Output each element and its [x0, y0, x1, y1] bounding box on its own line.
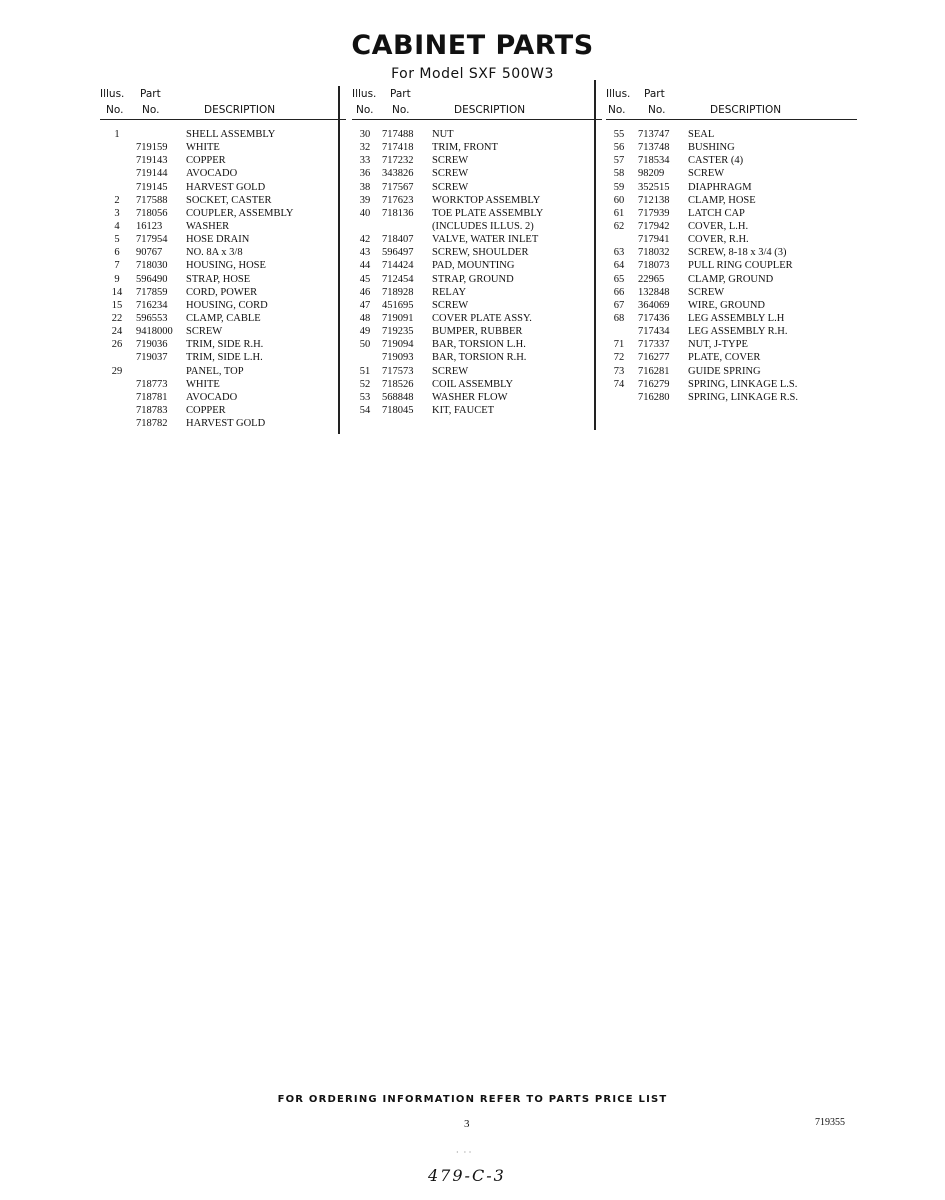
illus-number: 9 — [114, 273, 120, 285]
part-description: AVOCADO — [186, 168, 238, 180]
part-row — [100, 233, 340, 246]
part-row — [606, 128, 851, 141]
part-description: SEAL — [688, 129, 715, 140]
part-description: SCREW — [688, 286, 725, 298]
part-number: 718534 — [638, 155, 670, 167]
part-description: WASHER FLOW — [432, 391, 508, 403]
column-header — [352, 84, 596, 120]
part-number: 716279 — [638, 378, 670, 390]
part-number: 713748 — [638, 142, 670, 154]
part-number: 717939 — [638, 207, 670, 219]
part-number: 717954 — [136, 234, 168, 246]
part-row — [606, 338, 851, 351]
illus-number: 59 — [613, 181, 625, 193]
part-number: 716280 — [638, 391, 670, 403]
part-number: 718136 — [382, 207, 414, 219]
illus-number: 26 — [111, 339, 123, 351]
illus-number: 60 — [613, 194, 625, 206]
part-description: CLAMP, CABLE — [186, 312, 261, 324]
part-number: 98209 — [638, 168, 665, 180]
part-description: COIL ASSEMBLY — [432, 378, 514, 390]
part-row — [100, 351, 340, 364]
part-number: 717337 — [638, 339, 670, 351]
part-row — [100, 246, 340, 259]
part-number: 719036 — [136, 339, 168, 351]
part-number: 717232 — [382, 155, 414, 167]
part-description: SCREW — [688, 168, 725, 180]
part-row — [606, 365, 851, 378]
illus-no-header: No. — [608, 104, 626, 116]
part-description: HOUSING, HOSE — [186, 260, 266, 272]
illus-number: 3 — [114, 207, 120, 219]
illus-number: 24 — [111, 326, 123, 338]
part-description: SCREW, SHOULDER — [432, 247, 529, 259]
illus-number: 58 — [613, 168, 625, 180]
part-description: PLATE, COVER — [688, 352, 761, 364]
part-row — [352, 378, 596, 391]
parts-column-2 — [352, 84, 596, 417]
illus-number: 6 — [114, 247, 120, 259]
part-description: NUT, J-TYPE — [688, 339, 748, 351]
part-number: 714424 — [382, 260, 414, 272]
part-description: COUPLER, ASSEMBLY — [186, 207, 294, 219]
part-row — [606, 220, 851, 233]
part-row — [606, 181, 851, 194]
part-description: VALVE, WATER INLET — [432, 234, 539, 246]
illus-number: 74 — [613, 378, 625, 390]
part-number: 718407 — [382, 234, 414, 246]
description-header: DESCRIPTION — [204, 104, 276, 116]
part-no-header: No. — [648, 104, 666, 116]
part-row — [100, 259, 340, 272]
part-row — [606, 233, 851, 246]
part-number: 352515 — [638, 181, 670, 193]
part-description: AVOCADO — [186, 391, 238, 403]
description-header: DESCRIPTION — [710, 104, 782, 116]
column-header — [100, 84, 340, 120]
part-row — [100, 181, 340, 194]
part-number: 718783 — [136, 404, 168, 416]
part-description: CLAMP, HOSE — [688, 194, 756, 206]
part-row — [100, 128, 340, 141]
part-number: 132848 — [638, 286, 670, 298]
part-description: CLAMP, GROUND — [688, 273, 774, 285]
part-description: WORKTOP ASSEMBLY — [432, 194, 541, 206]
illus-number: 45 — [359, 273, 371, 285]
illus-number: 48 — [359, 312, 371, 324]
part-description: SCREW — [186, 326, 223, 338]
part-description: COPPER — [186, 404, 226, 416]
illus-number: 67 — [613, 299, 625, 311]
part-number: 717436 — [638, 312, 670, 324]
part-description: NUT — [432, 129, 454, 140]
part-description: (INCLUDES ILLUS. 2) — [432, 220, 534, 232]
illus-number: 38 — [359, 181, 371, 193]
illus-number: 68 — [613, 312, 625, 324]
part-row — [352, 128, 596, 141]
part-row — [606, 141, 851, 154]
illus-number: 47 — [359, 299, 371, 311]
part-row — [100, 273, 340, 286]
illus-number: 66 — [613, 286, 625, 298]
part-number: 717488 — [382, 129, 414, 140]
illus-number: 40 — [359, 207, 371, 219]
part-description: BUMPER, RUBBER — [432, 326, 523, 338]
part-description: STRAP, HOSE — [186, 273, 251, 285]
part-description: WASHER — [186, 220, 230, 232]
part-description: TRIM, FRONT — [432, 142, 498, 154]
part-number: 718526 — [382, 378, 414, 390]
part-header: Part — [140, 88, 161, 100]
part-row — [606, 325, 851, 338]
illus-number: 62 — [613, 220, 625, 232]
part-row — [606, 351, 851, 364]
part-description: SCREW — [432, 299, 469, 311]
part-number: 719143 — [136, 155, 168, 167]
part-description: RELAY — [432, 286, 467, 298]
part-row — [352, 404, 596, 417]
part-row — [352, 338, 596, 351]
illus-number: 15 — [111, 299, 123, 311]
illus-number: 73 — [613, 365, 625, 377]
part-description: HOSE DRAIN — [186, 234, 250, 246]
part-description: SPRING, LINKAGE R.S. — [688, 391, 798, 403]
part-description: LEG ASSEMBLY R.H. — [688, 326, 788, 338]
part-description: NO. 8A x 3/8 — [186, 247, 243, 259]
part-description: TRIM, SIDE L.H. — [186, 352, 263, 364]
part-description: WHITE — [186, 142, 220, 154]
part-row — [352, 312, 596, 325]
illus-no-header: No. — [356, 104, 374, 116]
part-description: PAD, MOUNTING — [432, 260, 515, 272]
part-number: 719145 — [136, 181, 168, 193]
part-description: CORD, POWER — [186, 286, 258, 298]
part-row — [100, 286, 340, 299]
part-row — [100, 404, 340, 417]
description-header: DESCRIPTION — [454, 104, 526, 116]
part-number: 719235 — [382, 326, 414, 338]
parts-list — [352, 128, 596, 417]
part-description: PULL RING COUPLER — [688, 260, 793, 272]
part-row — [352, 365, 596, 378]
part-row — [352, 154, 596, 167]
part-description: HARVEST GOLD — [186, 418, 266, 430]
part-row — [606, 154, 851, 167]
part-number: 719159 — [136, 142, 168, 154]
illus-number: 1 — [114, 129, 120, 140]
part-description: SCREW — [432, 365, 469, 377]
part-description: TOE PLATE ASSEMBLY — [432, 207, 544, 219]
part-description: TRIM, SIDE R.H. — [186, 339, 264, 351]
part-row — [606, 259, 851, 272]
part-number: 718782 — [136, 418, 168, 430]
part-number: 713747 — [638, 129, 670, 140]
part-number: 718032 — [638, 247, 670, 259]
illus-number: 7 — [114, 260, 120, 272]
part-description: SOCKET, CASTER — [186, 194, 272, 206]
illus-number: 52 — [359, 378, 371, 390]
part-row — [606, 273, 851, 286]
illus-number: 51 — [359, 365, 371, 377]
part-description: WHITE — [186, 378, 220, 390]
illus-number: 29 — [111, 365, 123, 377]
part-description: CASTER (4) — [688, 155, 744, 167]
page-number: 3 — [464, 1118, 470, 1130]
part-row — [352, 207, 596, 220]
part-row — [606, 391, 851, 404]
part-number: 596490 — [136, 273, 168, 285]
part-number: 717567 — [382, 181, 414, 193]
illus-number: 54 — [359, 404, 371, 416]
parts-column-1 — [100, 84, 340, 430]
illus-number: 71 — [613, 339, 625, 351]
illus-number: 39 — [359, 194, 371, 206]
part-row — [352, 220, 596, 233]
illus-number: 49 — [359, 326, 371, 338]
part-row — [100, 378, 340, 391]
handwritten-note: 479-C-3 — [428, 1166, 506, 1185]
part-row — [100, 299, 340, 312]
part-number: 718773 — [136, 378, 168, 390]
part-row — [100, 194, 340, 207]
header-rule — [606, 119, 857, 120]
part-number: 716281 — [638, 365, 670, 377]
part-number: 90767 — [136, 247, 163, 259]
illus-number: 30 — [359, 129, 371, 140]
header-rule — [352, 119, 602, 120]
page-title: CABINET PARTS — [351, 30, 594, 61]
header-rule — [100, 119, 346, 120]
illus-no-header: No. — [106, 104, 124, 116]
part-row — [352, 181, 596, 194]
document-number: 719355 — [815, 1117, 845, 1128]
part-row — [606, 194, 851, 207]
part-description: KIT, FAUCET — [432, 404, 495, 416]
illus-number: 53 — [359, 391, 371, 403]
illus-number: 5 — [114, 234, 120, 246]
part-number: 717588 — [136, 194, 168, 206]
part-row — [352, 246, 596, 259]
illus-number: 61 — [613, 207, 625, 219]
part-description: COVER, R.H. — [688, 234, 749, 246]
illus-number: 72 — [613, 352, 625, 364]
part-description: BAR, TORSION R.H. — [432, 352, 527, 364]
part-row — [606, 207, 851, 220]
part-row — [100, 365, 340, 378]
part-row — [606, 299, 851, 312]
column-header — [606, 84, 851, 120]
part-row — [352, 194, 596, 207]
part-row — [606, 378, 851, 391]
part-number: 568848 — [382, 391, 414, 403]
ordering-info-footer: FOR ORDERING INFORMATION REFER TO PARTS PRICE LIST — [277, 1094, 668, 1105]
part-description: LATCH CAP — [688, 207, 745, 219]
illus-number: 56 — [613, 142, 625, 154]
part-number: 716277 — [638, 352, 670, 364]
part-number: 718928 — [382, 286, 414, 298]
illus-number: 36 — [359, 168, 371, 180]
part-number: 717941 — [638, 234, 670, 246]
part-row — [352, 351, 596, 364]
part-description: HOUSING, CORD — [186, 299, 268, 311]
part-number: 716234 — [136, 299, 168, 311]
part-number: 364069 — [638, 299, 670, 311]
scan-specks: · · · — [456, 1148, 472, 1157]
illus-header: Illus. — [606, 88, 631, 100]
part-row — [606, 246, 851, 259]
illus-number: 46 — [359, 286, 371, 298]
part-number: 718030 — [136, 260, 168, 272]
part-description: COPPER — [186, 155, 226, 167]
parts-column-3 — [606, 84, 851, 404]
part-number: 719144 — [136, 168, 168, 180]
part-row — [100, 338, 340, 351]
part-number: 717623 — [382, 194, 414, 206]
part-row — [100, 141, 340, 154]
parts-list — [606, 128, 851, 404]
part-description: SCREW — [432, 168, 469, 180]
part-no-header: No. — [392, 104, 410, 116]
part-description: SCREW — [432, 181, 469, 193]
illus-number: 14 — [111, 286, 123, 298]
part-row — [352, 167, 596, 180]
part-number: 22965 — [638, 273, 665, 285]
part-number: 717573 — [382, 365, 414, 377]
part-description: BAR, TORSION L.H. — [432, 339, 526, 351]
part-row — [352, 325, 596, 338]
part-row — [352, 273, 596, 286]
part-number: 596497 — [382, 247, 414, 259]
part-number: 718781 — [136, 391, 168, 403]
part-number: 717434 — [638, 326, 670, 338]
part-description: PANEL, TOP — [186, 365, 244, 377]
part-row — [100, 391, 340, 404]
part-description: COVER, L.H. — [688, 220, 749, 232]
part-header: Part — [644, 88, 665, 100]
part-description: COVER PLATE ASSY. — [432, 312, 532, 324]
part-description: SPRING, LINKAGE L.S. — [688, 378, 798, 390]
part-description: HARVEST GOLD — [186, 181, 266, 193]
part-number: 718073 — [638, 260, 670, 272]
part-row — [100, 167, 340, 180]
illus-number: 57 — [613, 155, 625, 167]
part-row — [100, 312, 340, 325]
part-row — [352, 259, 596, 272]
part-number: 712138 — [638, 194, 670, 206]
part-no-header: No. — [142, 104, 160, 116]
part-row — [606, 286, 851, 299]
illus-number: 43 — [359, 247, 371, 259]
part-description: SCREW, 8-18 x 3/4 (3) — [688, 247, 787, 259]
model-subtitle: For Model SXF 500W3 — [391, 66, 554, 82]
part-number: 718056 — [136, 207, 168, 219]
part-number: 719091 — [382, 312, 414, 324]
part-number: 596553 — [136, 312, 168, 324]
part-row — [352, 141, 596, 154]
illus-number: 44 — [359, 260, 371, 272]
part-row — [352, 391, 596, 404]
part-number: 719094 — [382, 339, 414, 351]
part-number: 717859 — [136, 286, 168, 298]
illus-number: 32 — [359, 142, 371, 154]
part-description: STRAP, GROUND — [432, 273, 514, 285]
part-number: 719093 — [382, 352, 414, 364]
part-row — [606, 312, 851, 325]
part-row — [352, 299, 596, 312]
part-header: Part — [390, 88, 411, 100]
part-description: GUIDE SPRING — [688, 365, 761, 377]
illus-number: 33 — [359, 155, 371, 167]
part-number: 712454 — [382, 273, 414, 285]
illus-number: 22 — [111, 312, 123, 324]
part-number: 719037 — [136, 352, 168, 364]
part-row — [100, 220, 340, 233]
part-number: 451695 — [382, 299, 414, 311]
part-description: LEG ASSEMBLY L.H — [688, 312, 785, 324]
part-number: 717418 — [382, 142, 414, 154]
part-row — [352, 286, 596, 299]
part-number: 718045 — [382, 404, 414, 416]
illus-header: Illus. — [352, 88, 377, 100]
illus-header: Illus. — [100, 88, 125, 100]
part-row — [352, 233, 596, 246]
part-number: 717942 — [638, 220, 670, 232]
parts-list — [100, 128, 340, 430]
part-description: DIAPHRAGM — [688, 181, 752, 193]
part-number: 343826 — [382, 168, 414, 180]
illus-number: 2 — [114, 194, 120, 206]
part-description: WIRE, GROUND — [688, 299, 765, 311]
part-description: SHELL ASSEMBLY — [186, 129, 276, 140]
illus-number: 55 — [613, 129, 625, 140]
part-row — [100, 154, 340, 167]
part-number: 16123 — [136, 220, 163, 232]
part-row — [100, 207, 340, 220]
part-row — [606, 167, 851, 180]
illus-number: 42 — [359, 234, 371, 246]
part-number: 9418000 — [136, 326, 173, 338]
part-row — [100, 325, 340, 338]
illus-number: 4 — [114, 220, 120, 232]
illus-number: 50 — [359, 339, 371, 351]
illus-number: 64 — [613, 260, 625, 272]
illus-number: 63 — [613, 247, 625, 259]
part-description: BUSHING — [688, 142, 735, 154]
illus-number: 65 — [613, 273, 625, 285]
part-description: SCREW — [432, 155, 469, 167]
part-row — [100, 417, 340, 430]
